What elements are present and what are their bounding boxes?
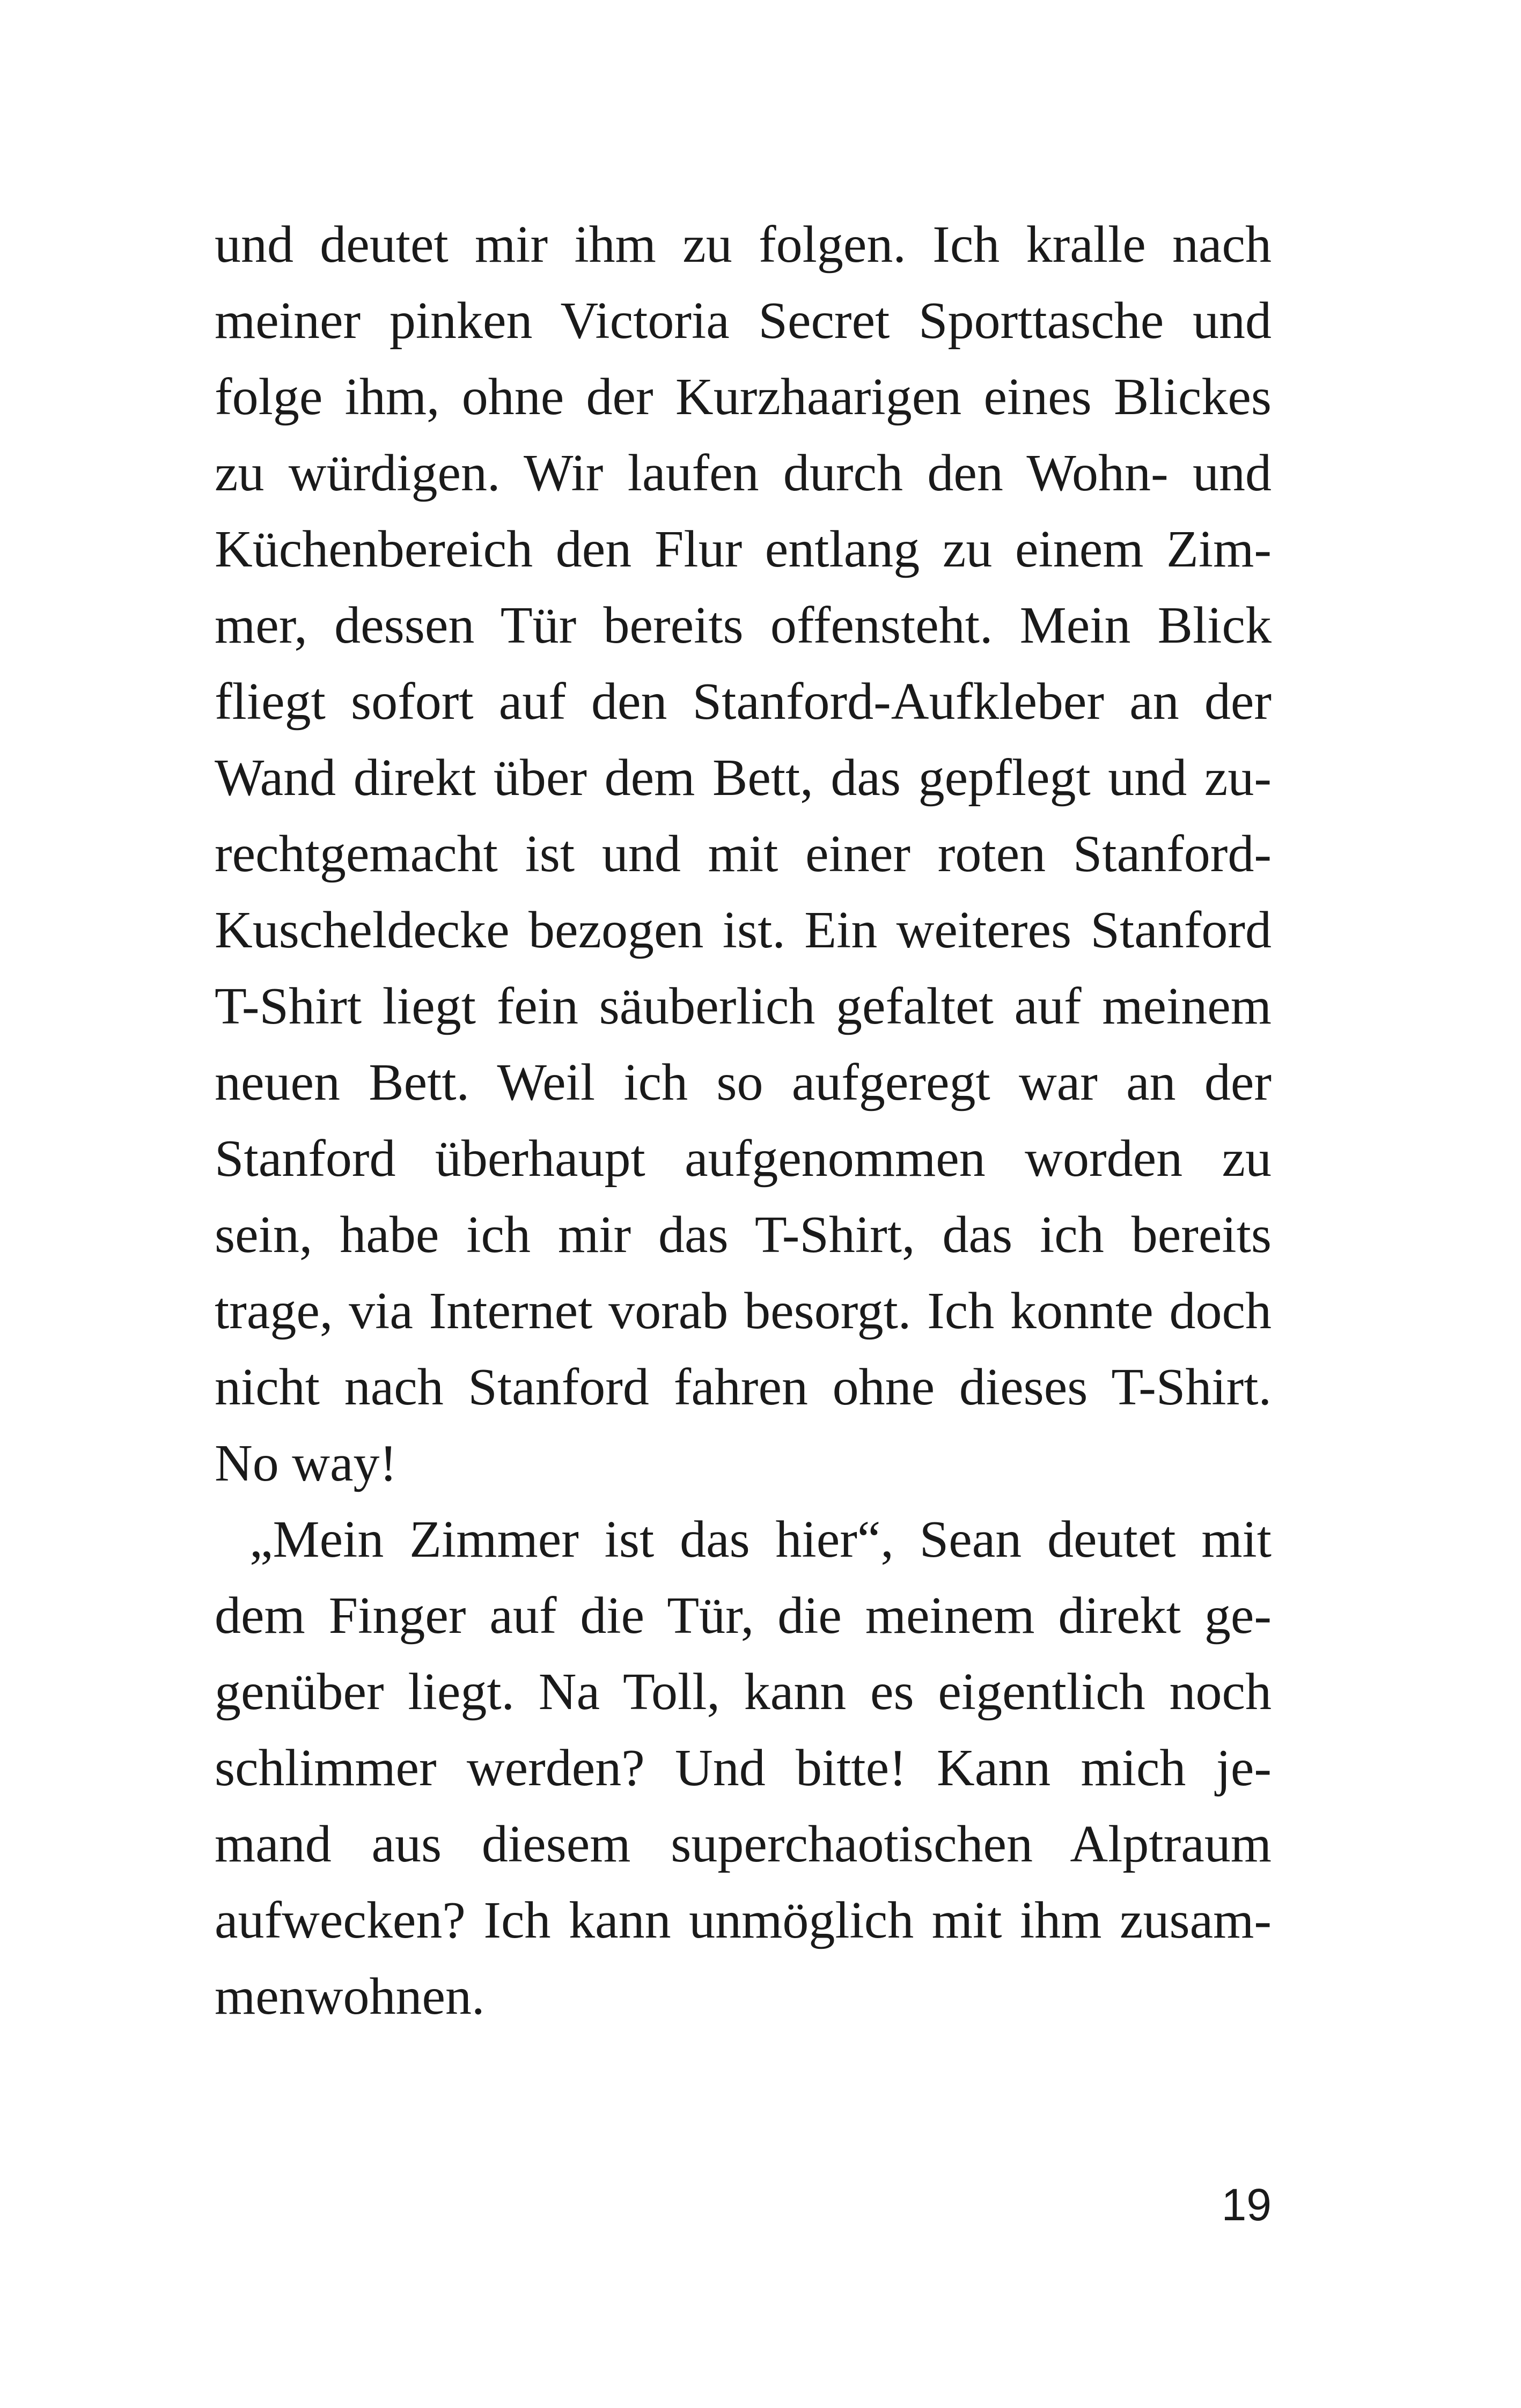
text-line: trage, via Internet vorab besorgt. Ich konnte doch xyxy=(215,1282,1272,1340)
paragraph-1 xyxy=(215,207,1272,1501)
text-line: meiner pinken Victoria Secret Sporttasche und xyxy=(215,292,1272,350)
text-line: mand aus diesem superchaotischen Alptraum xyxy=(215,1815,1272,1873)
text-line: sein, habe ich mir das T-Shirt, das ich bereits xyxy=(215,1206,1272,1264)
page-number: 19 xyxy=(1221,2179,1272,2230)
text-line: dem Finger auf die Tür, die meinem direkt ge- xyxy=(215,1587,1272,1645)
text-line: schlimmer werden? Und bitte! Kann mich je- xyxy=(215,1739,1272,1797)
text-line: Küchenbereich den Flur entlang zu einem Zim- xyxy=(215,520,1272,578)
text-line: Kuscheldecke bezogen ist. Ein weiteres Stanford xyxy=(215,901,1272,959)
text-line: Wand direkt über dem Bett, das gepflegt und zu- xyxy=(215,749,1272,807)
text-line: fliegt sofort auf den Stanford-Aufkleber an der xyxy=(215,673,1272,731)
text-line: No way! xyxy=(215,1434,398,1492)
text-line: folge ihm, ohne der Kurzhaarigen eines Blickes xyxy=(215,368,1272,426)
text-line: aufwecken? Ich kann unmöglich mit ihm zusam- xyxy=(215,1891,1272,1949)
text-line: T-Shirt liegt fein säuberlich gefaltet auf meinem xyxy=(215,977,1272,1035)
text-line: rechtgemacht ist und mit einer roten Stanford- xyxy=(215,825,1272,883)
text-line: „Mein Zimmer ist das hier“, Sean deutet mit xyxy=(249,1511,1272,1568)
text-line: zu würdigen. Wir laufen durch den Wohn- und xyxy=(215,444,1272,502)
body-text xyxy=(215,207,1272,2035)
text-line: genüber liegt. Na Toll, kann es eigentlich noch xyxy=(215,1663,1272,1721)
text-line: neuen Bett. Weil ich so aufgeregt war an der xyxy=(215,1054,1272,1111)
paragraph-2 xyxy=(215,1501,1272,2035)
text-line: menwohnen. xyxy=(215,1968,485,2026)
text-line: und deutet mir ihm zu folgen. Ich kralle nach xyxy=(215,216,1272,274)
text-line: nicht nach Stanford fahren ohne dieses T-Shirt. xyxy=(215,1358,1272,1416)
text-line: mer, dessen Tür bereits offensteht. Mein Blick xyxy=(215,597,1272,654)
text-line: Stanford überhaupt aufgenommen worden zu xyxy=(215,1130,1272,1188)
